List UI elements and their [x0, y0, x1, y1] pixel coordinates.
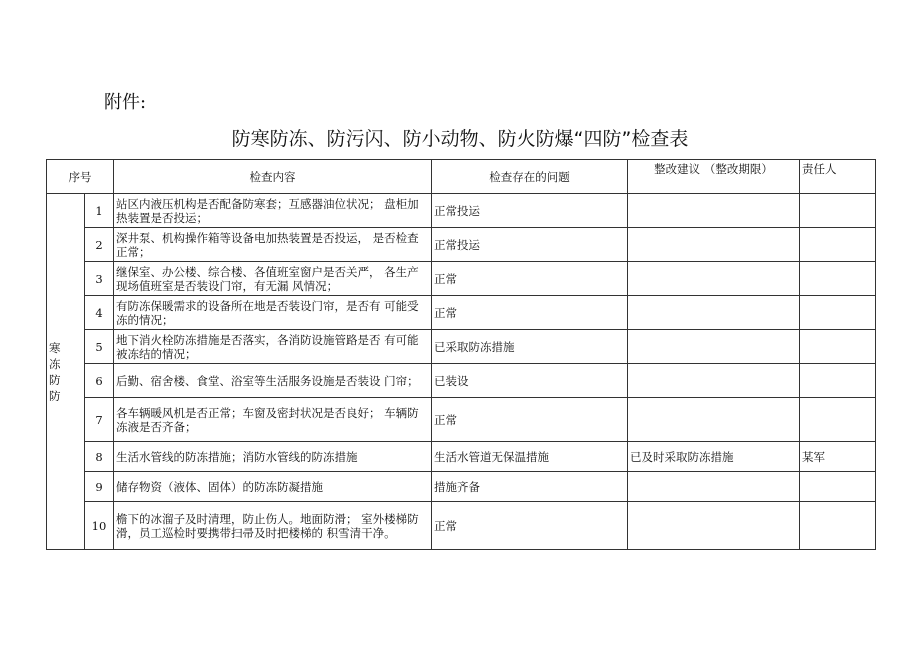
row-responsible[interactable] [800, 330, 876, 364]
row-number: 7 [85, 398, 114, 442]
attachment-label: 附件: [104, 92, 147, 113]
row-number: 3 [85, 262, 114, 296]
header-advice: 整改建议 （整改期限） [628, 160, 800, 194]
row-responsible[interactable] [800, 502, 876, 550]
row-content: 后勤、宿舍楼、食堂、浴室等生活服务设施是否装设 门帘； [114, 364, 432, 398]
table-row [47, 330, 876, 364]
row-responsible[interactable] [800, 228, 876, 262]
row-content: 有防冻保暖需求的设备所在地是否装设门帘，是否有 可能受冻的情况； [114, 296, 432, 330]
row-issue[interactable]: 正常 [432, 296, 628, 330]
row-advice[interactable] [628, 228, 800, 262]
table-row [47, 472, 876, 502]
row-number: 10 [85, 502, 114, 550]
category-char: 寒 [49, 340, 61, 355]
row-number: 5 [85, 330, 114, 364]
row-advice[interactable] [628, 502, 800, 550]
table-row [47, 228, 876, 262]
row-content: 檐下的冰溜子及时清理，防止伤人。地面防滑； 室外楼梯防滑，员工巡检时要携带扫帚及时把楼梯的 积雪清干净。 [114, 502, 432, 550]
row-issue[interactable]: 生活水管道无保温措施 [432, 442, 628, 472]
row-content: 地下消火栓防冻措施是否落实，各消防设施管路是否 有可能被冻结的情况； [114, 330, 432, 364]
row-advice[interactable] [628, 330, 800, 364]
row-responsible[interactable] [800, 364, 876, 398]
table-row [47, 262, 876, 296]
row-content: 站区内液压机构是否配备防寒套；互感器油位状况； 盘柜加热装置是否投运； [114, 194, 432, 228]
header-issues: 检查存在的问题 [432, 160, 628, 194]
row-advice[interactable] [628, 194, 800, 228]
header-responsible: 责任人 [800, 160, 876, 194]
row-issue[interactable]: 正常投运 [432, 194, 628, 228]
row-advice[interactable] [628, 364, 800, 398]
row-advice[interactable] [628, 398, 800, 442]
row-issue[interactable]: 正常 [432, 262, 628, 296]
row-number: 1 [85, 194, 114, 228]
table-row [47, 194, 876, 228]
row-issue[interactable]: 已采取防冻措施 [432, 330, 628, 364]
row-issue[interactable]: 正常投运 [432, 228, 628, 262]
row-responsible[interactable] [800, 194, 876, 228]
inspection-table [46, 159, 876, 550]
row-responsible[interactable] [800, 262, 876, 296]
row-issue[interactable]: 正常 [432, 502, 628, 550]
row-number: 6 [85, 364, 114, 398]
row-responsible[interactable] [800, 296, 876, 330]
row-number: 2 [85, 228, 114, 262]
row-responsible[interactable] [800, 398, 876, 442]
row-number: 8 [85, 442, 114, 472]
table-header-row [47, 160, 876, 194]
row-advice[interactable]: 已及时采取防冻措施 [628, 442, 800, 472]
row-advice[interactable] [628, 262, 800, 296]
row-content: 各车辆暖风机是否正常；车窗及密封状况是否良好； 车辆防冻液是否齐备； [114, 398, 432, 442]
row-issue[interactable]: 措施齐备 [432, 472, 628, 502]
header-seq: 序号 [47, 160, 114, 194]
row-issue[interactable]: 正常 [432, 398, 628, 442]
page-title: 防寒防冻、防污闪、防小动物、防火防爆“四防”检查表 [231, 128, 689, 150]
category-char: 防 [49, 372, 61, 387]
table-row [47, 364, 876, 398]
table-row [47, 296, 876, 330]
row-issue[interactable]: 已装设 [432, 364, 628, 398]
row-responsible[interactable]: 某军 [800, 442, 876, 472]
row-content: 生活水管线的防冻措施；消防水管线的防冻措施 [114, 442, 432, 472]
category-char: 冻 [49, 356, 61, 371]
row-number: 4 [85, 296, 114, 330]
row-advice[interactable] [628, 472, 800, 502]
row-content: 继保室、办公楼、综合楼、各值班室窗户是否关严， 各生产现场值班室是否装设门帘，有无漏 风情况； [114, 262, 432, 296]
table-row [47, 442, 876, 472]
category-char: 防 [49, 388, 61, 403]
table-row [47, 398, 876, 442]
row-content: 深井泵、机构操作箱等设备电加热装置是否投运， 是否检查正常； [114, 228, 432, 262]
category-cell [47, 194, 85, 550]
header-content: 检查内容 [114, 160, 432, 194]
table-row [47, 502, 876, 550]
row-content: 储存物资（液体、固体）的防冻防凝措施 [114, 472, 432, 502]
row-advice[interactable] [628, 296, 800, 330]
row-responsible[interactable] [800, 472, 876, 502]
row-number: 9 [85, 472, 114, 502]
